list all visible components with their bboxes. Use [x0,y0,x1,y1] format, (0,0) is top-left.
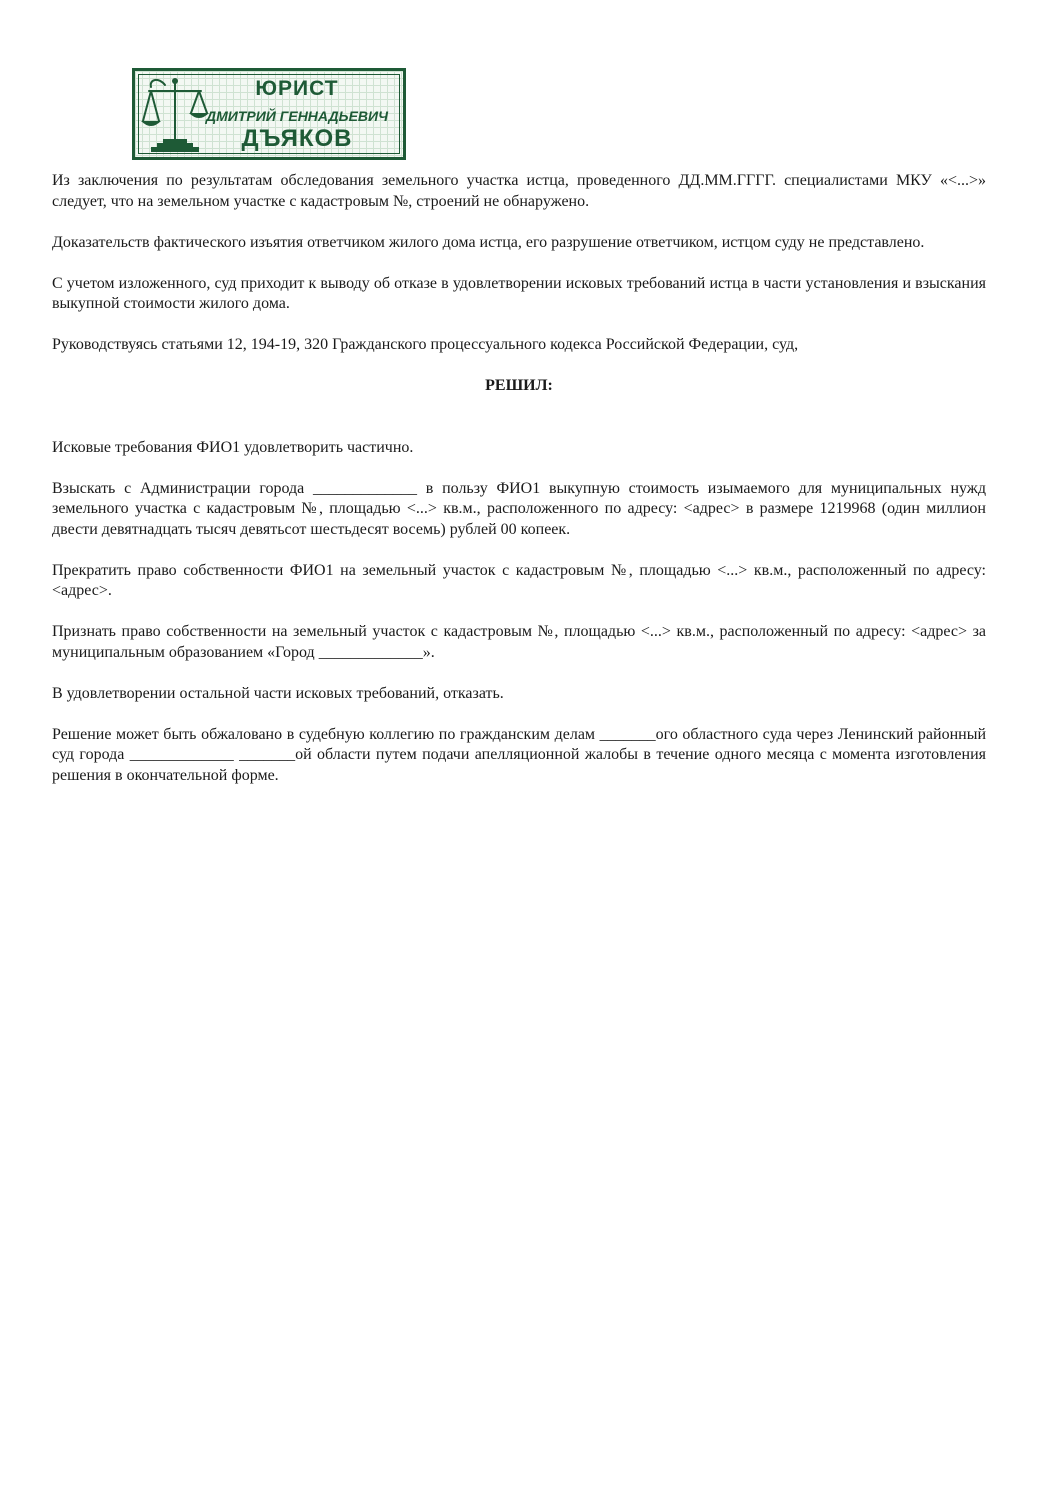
logo-name: ДМИТРИЙ ГЕННАДЬЕВИЧ [206,108,388,124]
paragraph: Руководствуясь статьями 12, 194-19, 320 Гражданского процессуального кодекса Российской Федерации, суд, [52,336,799,353]
paragraph: Из заключения по результатам обследования земельного участка истца, проведенного ДД.ММ.ГГГГ. специалистами МКУ «<...>» следует, что на земельном участке с кадастровым №, строений не обнаружено. [52,172,986,210]
decision-heading: РЕШИЛ: [485,377,553,394]
logo-title: ЮРИСТ [255,77,339,100]
paragraph: Доказательств фактического изъятия ответчиком жилого дома истца, его разрушение ответчиком, истцом суду не представлено. [52,233,925,251]
decision-paragraph: Исковые требования ФИО1 удовлетворить частично. [52,438,414,456]
decision-paragraph: Взыскать с Администрации города _____________ в пользу ФИО1 выкупную стоимость изымаемого для муниципальных нужд земельного участка с кадастровым №, площадью <...> кв.м., расположенного по адресу: <адрес> в размере 1219968 (один миллион двести девятнадцать тысяч девятьсот шестьдесят восемь) рублей 00 копеек. [52,479,986,538]
decision-paragraph: Решение может быть обжаловано в судебную коллегию по гражданским делам _______ого областного суда через Ленинский районный суд города _____________ _______ой области путем подачи апелляционной жалобы в течение одного месяца с момента изготовления решения в окончательной форме. [52,725,986,784]
decision-paragraph: Признать право собственности на земельный участок с кадастровым №, площадью <...> кв.м., расположенный по адресу: <адрес> за муниципальным образованием «Город _____________». [52,623,986,661]
decision-paragraph: Прекратить право собственности ФИО1 на земельный участок с кадастровым №, площадью <...> кв.м., расположенный по адресу: <адрес>. [52,561,986,599]
logo-surname: ДЪЯКОВ [241,125,353,152]
document-body [52,171,986,807]
lawyer-logo [132,68,406,160]
paragraph: С учетом изложенного, суд приходит к выводу об отказе в удовлетворении исковых требований истца в части установления и взыскания выкупной стоимости жилого дома. [52,274,986,312]
decision-paragraph: В удовлетворении остальной части исковых требований, отказать. [52,684,504,702]
